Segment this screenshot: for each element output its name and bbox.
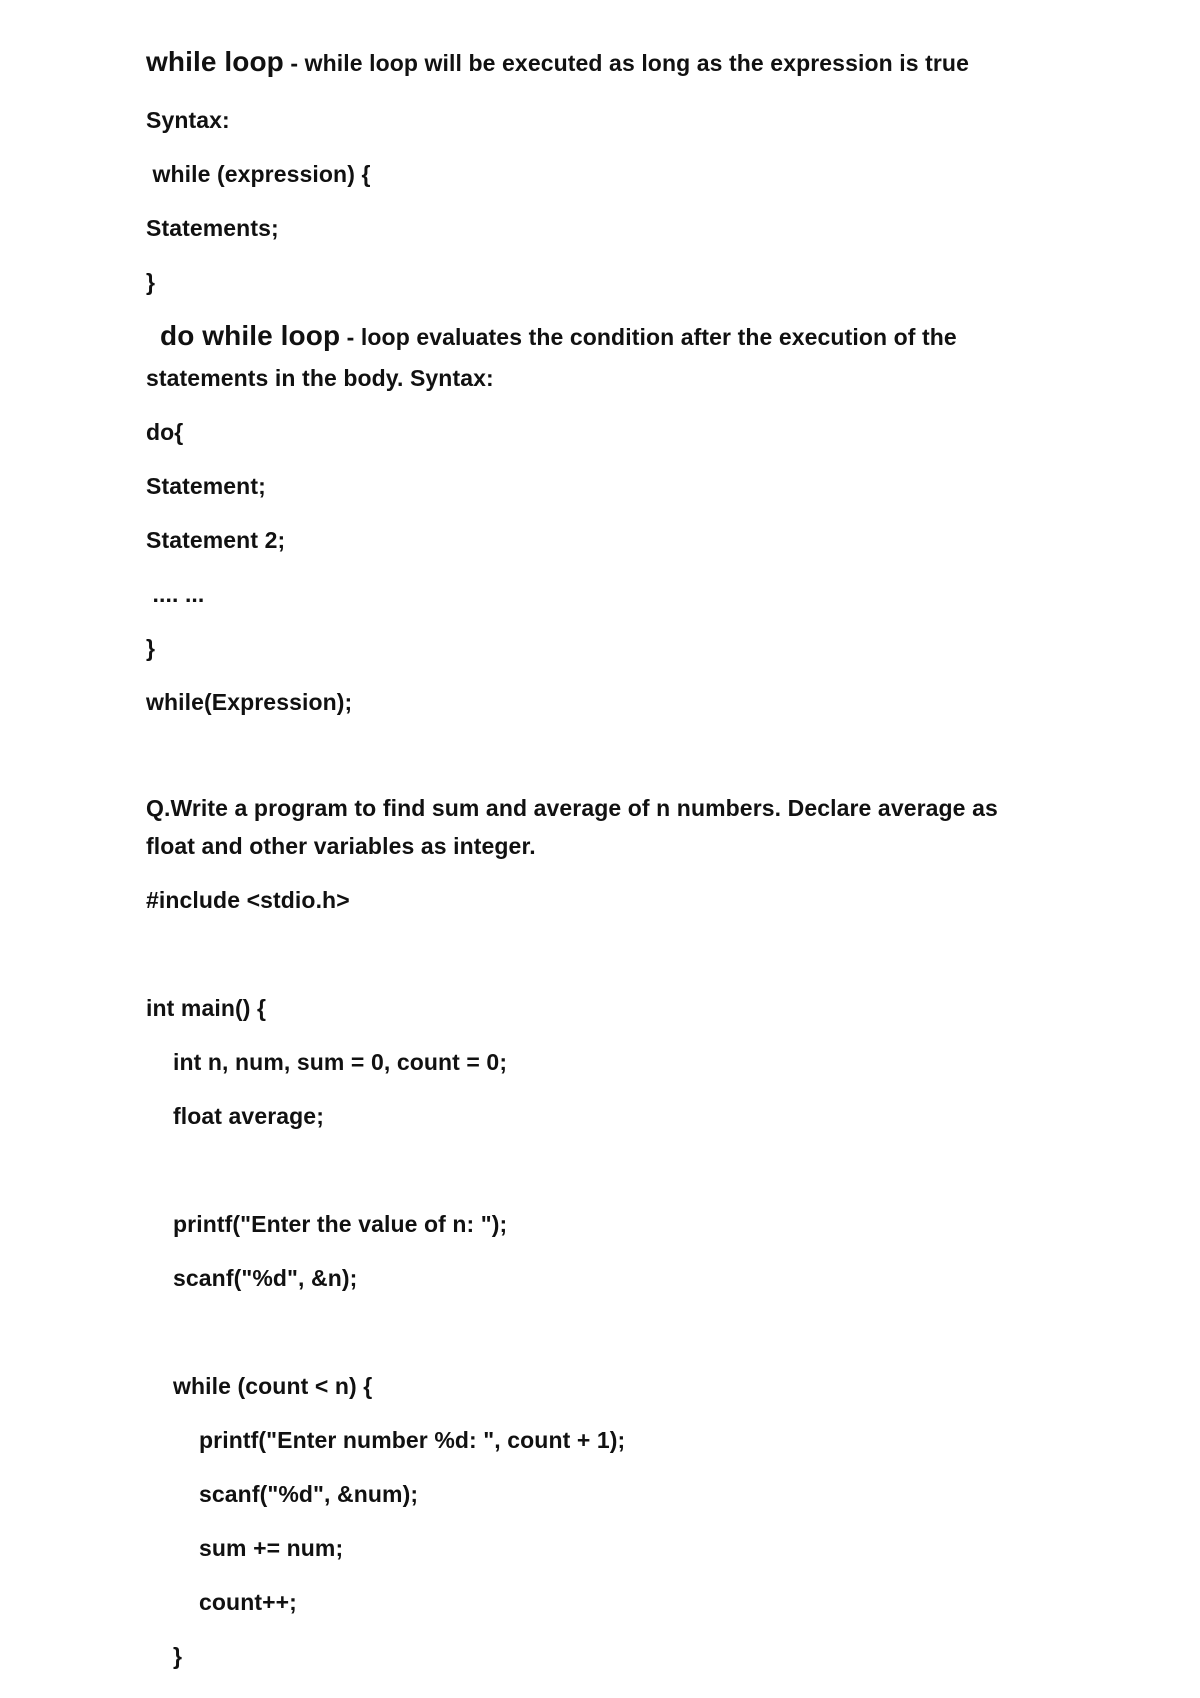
code-declaration: float average; [173, 1103, 324, 1129]
while-syntax-label: Syntax: [146, 107, 230, 133]
code-while-close: } [173, 1643, 183, 1669]
code-scanf-num: scanf("%d", &num); [199, 1481, 419, 1507]
code-printf-num: printf("Enter number %d: ", count + 1); [199, 1427, 626, 1453]
do-while-code-line: } [146, 635, 156, 661]
while-code-line: Statements; [146, 215, 279, 241]
code-main-open: int main() { [146, 995, 267, 1021]
do-while-code-line: .... ... [146, 581, 205, 607]
while-code-line: while (expression) { [146, 161, 371, 187]
do-while-intro [160, 322, 957, 351]
do-while-heading: do while loop [160, 320, 341, 351]
code-include: #include <stdio.h> [146, 887, 350, 913]
code-sum: sum += num; [199, 1535, 344, 1561]
do-while-code-line: do{ [146, 419, 184, 445]
do-while-code-line: while(Expression); [146, 689, 353, 715]
while-loop-description: - while loop will be executed as long as the expression is true [283, 50, 969, 76]
code-while-open: while (count < n) { [173, 1373, 373, 1399]
do-while-description-continued: statements in the body. Syntax: [146, 365, 494, 391]
while-code-line: } [146, 269, 156, 295]
while-loop-intro [146, 48, 969, 77]
do-while-code-line: Statement 2; [146, 527, 286, 553]
code-declaration: int n, num, sum = 0, count = 0; [173, 1049, 508, 1075]
while-loop-heading: while loop [146, 46, 284, 77]
question-text: Q.Write a program to find sum and average of n numbers. Declare average as [146, 795, 998, 821]
code-printf-n: printf("Enter the value of n: "); [173, 1211, 508, 1237]
do-while-description: - loop evaluates the condition after the execution of the [340, 324, 957, 350]
question-text-continued: float and other variables as integer. [146, 833, 536, 859]
do-while-code-line: Statement; [146, 473, 266, 499]
code-scanf-n: scanf("%d", &n); [173, 1265, 358, 1291]
code-count: count++; [199, 1589, 297, 1615]
